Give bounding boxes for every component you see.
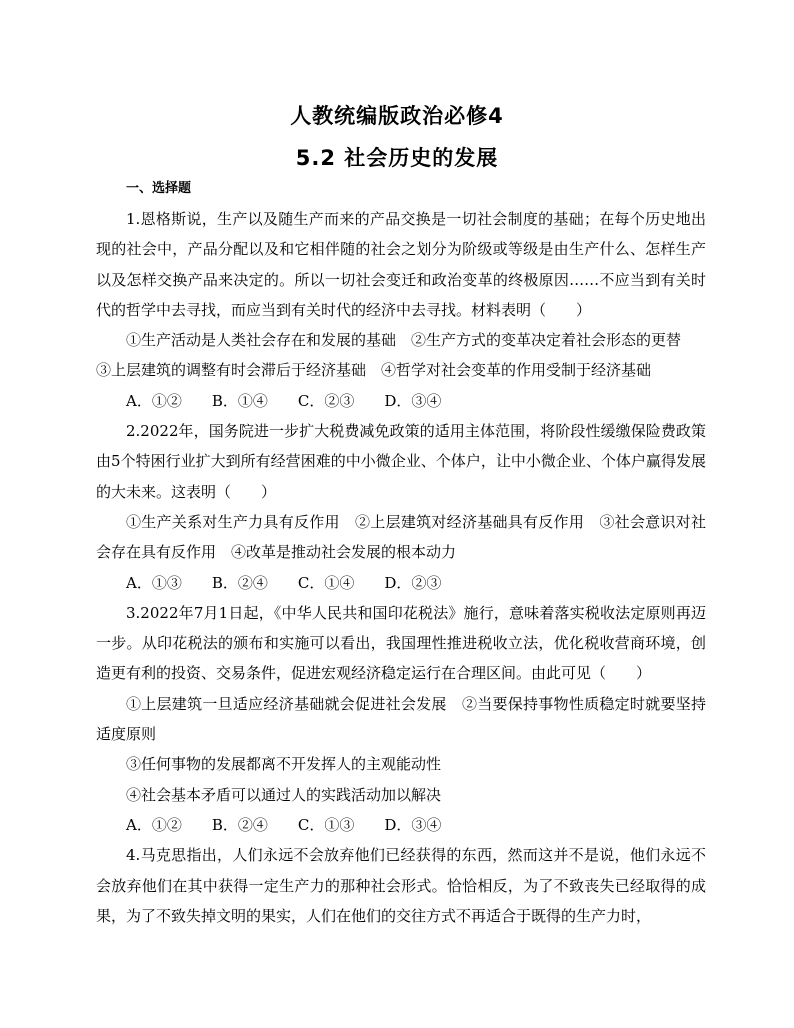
- question-3-statements-a: ①上层建筑一旦适应经济基础就会促进社会发展 ②当要保持事物性质稳定时就要坚持适度原则: [96, 694, 706, 744]
- question-1-options: A．①② B．①④ C．②③ D．③④: [126, 391, 442, 410]
- question-1-statements-a: ①生产活动是人类社会存在和发展的基础 ②生产方式的变革决定着社会形态的更替: [126, 331, 682, 350]
- question-3-options: A．①② B．②④ C．①③ D．③④: [126, 815, 442, 834]
- question-4-stem: 4.马克思指出，人们永远不会放弃他们已经获得的东西，然而这并不是说，他们永远不会放弃他们在其中获得一定生产力的那种社会形式。恰恰相反，为了不致丧失已经取得的成果，为了不致失掉文明的果实，人们在他们的交往方式不再适合于既得的生产力时，: [96, 846, 706, 925]
- question-1-stem: 1.恩格斯说，生产以及随生产而来的产品交换是一切社会制度的基础；在每个历史地出现的社会中，产品分配以及和它相伴随的社会之划分为阶级或等级是由生产什么、怎样生产以及怎样交换产品来决定的。所以一切社会变迁和政治变革的终极原因……不应当到有关时代的哲学中去寻找，而应当到有关时代的经济中去寻找。材料表明（ ）: [96, 210, 706, 319]
- question-3-stem: 3.2022年7月1日起，《中华人民共和国印花税法》施行，意味着落实税收法定原则再迈一步。从印花税法的颁布和实施可以看出，我国理性推进税收立法，优化税收营商环境，创造更有利的投资、交易条件，促进宏观经济稳定运行在合理区间。由此可见（ ）: [96, 603, 706, 683]
- document-title: 人教统编版政治必修4: [290, 104, 504, 128]
- question-list: [96, 204, 706, 931]
- section-heading: 一、选择题: [126, 181, 192, 196]
- question-3-statement-b: ③任何事物的发展都离不开发挥人的主观能动性: [126, 755, 442, 774]
- question-2-options: A．①③ B．②④ C．①④ D．②③: [126, 573, 442, 592]
- question-2-stem: 2.2022年，国务院进一步扩大税费减免政策的适用主体范围，将阶段性缓缴保险费政策由5个特困行业扩大到所有经营困难的中小微企业、个体户，让中小微企业、个体户赢得发展的大未来。这表明（ ）: [96, 422, 706, 501]
- question-2-statements: ①生产关系对生产力具有反作用 ②上层建筑对经济基础具有反作用 ③社会意识对社会存在具有反作用 ④改革是推动社会发展的根本动力: [96, 512, 706, 562]
- question-3-statement-c: ④社会基本矛盾可以通过人的实践活动加以解决: [126, 785, 442, 804]
- document-subtitle: 5.2 社会历史的发展: [295, 146, 499, 170]
- question-1-statements-b: ③上层建筑的调整有时会滞后于经济基础 ④哲学对社会变革的作用受制于经济基础: [96, 361, 652, 380]
